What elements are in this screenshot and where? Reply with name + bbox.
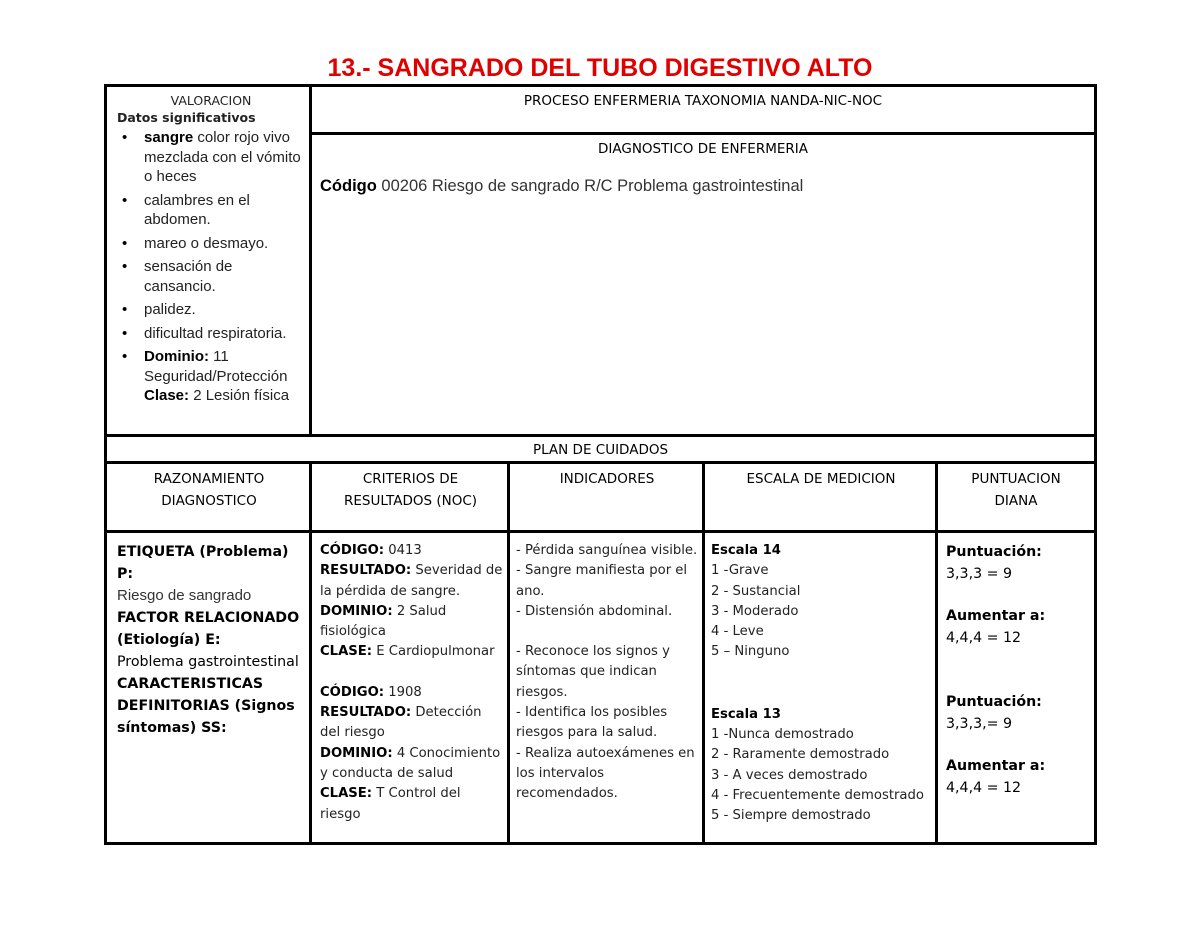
criterio-block-1: CÓDIGO: 0413 RESULTADO: Severidad de la pérdida de sangre. DOMINIO: 2 Salud fisiológica CLASE: E Cardiopulmonar	[320, 543, 503, 660]
puntuacion-value: 3,3,3,= 9	[946, 716, 1013, 732]
aumentar-value: 4,4,4 = 12	[946, 630, 1022, 646]
diagnostico-cell	[309, 132, 1097, 437]
indicador-item: - Reconoce los signos y síntomas que indican riesgos.	[516, 644, 670, 700]
page-title: 13.- SANGRADO DEL TUBO DIGESTIVO ALTO	[327, 54, 873, 82]
indicador-item: - Identifica los posibles riesgos para la salud.	[516, 705, 668, 741]
aumentar-label: Aumentar a:	[946, 758, 1046, 774]
puntuacion-label: Puntuación:	[946, 694, 1042, 710]
criterio-block-2: CÓDIGO: 1908 RESULTADO: Detección del riesgo DOMINIO: 4 Conocimiento y conducta de salud CLASE: T Control del riesgo	[320, 684, 501, 822]
col-header-puntuacion: PUNTUACION DIANA	[935, 461, 1097, 533]
list-item: • mareo o desmayo.	[117, 234, 305, 254]
puntuacion-label: Puntuación:	[946, 544, 1042, 560]
escala-item: 3 - Moderado	[711, 603, 799, 619]
escala-item: 1 -Nunca demostrado	[711, 727, 854, 743]
escala-2-title: Escala 13	[711, 706, 781, 722]
factor-value: Problema gastrointestinal	[117, 654, 299, 670]
razonamiento-cell	[104, 530, 314, 845]
indicadores-cell	[507, 530, 707, 845]
indicador-item: - Sangre manifiesta por el ano.	[516, 563, 688, 599]
col-header-escala: ESCALA DE MEDICION	[702, 461, 940, 533]
indicador-item: - Pérdida sanguínea visible.	[516, 543, 698, 558]
caracteristicas-label: CARACTERISTICAS DEFINITORIAS (Signos síntomas) SS:	[117, 676, 295, 736]
list-item: • calambres en el abdomen.	[117, 191, 305, 230]
escala-item: 5 - Siempre demostrado	[711, 808, 871, 824]
escala-item: 2 - Sustancial	[711, 583, 801, 599]
escala-item: 4 - Leve	[711, 624, 764, 640]
puntuacion-cell	[935, 530, 1097, 845]
criterios-cell	[309, 530, 512, 845]
diagnostico-header: DIAGNOSTICO DE ENFERMERIA	[598, 141, 808, 157]
proceso-header-cell	[309, 84, 1097, 135]
plan-header-cell	[104, 434, 1097, 464]
proceso-header: PROCESO ENFERMERIA TAXONOMIA NANDA-NIC-NOC	[523, 93, 883, 109]
list-item: • sensación de cansancio.	[117, 257, 305, 296]
valoracion-heading: VALORACION	[170, 93, 252, 108]
escala-item: 4 - Frecuentemente demostrado	[711, 787, 924, 803]
col-header-indicadores: INDICADORES	[507, 461, 707, 533]
list-item: • dificultad respiratoria.	[117, 324, 305, 344]
indicador-item: - Realiza autoexámenes en los intervalos recomendados.	[516, 745, 695, 802]
escala-item: 5 – Ninguno	[711, 644, 790, 660]
valoracion-list	[117, 128, 305, 406]
etiqueta-value: Riesgo de sangrado	[117, 587, 252, 604]
diagnostico-text: Código 00206 Riesgo de sangrado R/C Problema gastrointestinal	[320, 177, 804, 195]
indicador-item: - Distensión abdominal.	[516, 603, 673, 619]
puntuacion-value: 3,3,3 = 9	[946, 566, 1013, 582]
col-header-criterios: CRITERIOS DE RESULTADOS (NOC)	[309, 461, 512, 533]
escala-item: 3 - A veces demostrado	[711, 767, 868, 783]
escala-item: 1 -Grave	[711, 563, 769, 579]
aumentar-label: Aumentar a:	[946, 608, 1046, 624]
escala-1-title: Escala 14	[711, 543, 781, 558]
datos-significativos-label: Datos significativos	[117, 110, 256, 125]
escala-cell	[702, 530, 940, 845]
list-item: • Dominio: 11 Seguridad/Protección Clase: 2 Lesión física	[117, 347, 305, 406]
plan-header: PLAN DE CUIDADOS	[532, 442, 669, 458]
etiqueta-label: ETIQUETA (Problema) P:	[117, 544, 289, 582]
factor-label: FACTOR RELACIONADO (Etiología) E:	[117, 610, 300, 648]
aumentar-value: 4,4,4 = 12	[946, 780, 1022, 796]
escala-item: 2 - Raramente demostrado	[711, 747, 890, 763]
list-item: • palidez.	[117, 300, 305, 320]
col-header-razonamiento: RAZONAMIENTO DIAGNOSTICO	[104, 461, 314, 533]
valoracion-cell	[104, 84, 314, 437]
list-item: • sangre color rojo vivo mezclada con el vómito o heces	[117, 128, 305, 187]
